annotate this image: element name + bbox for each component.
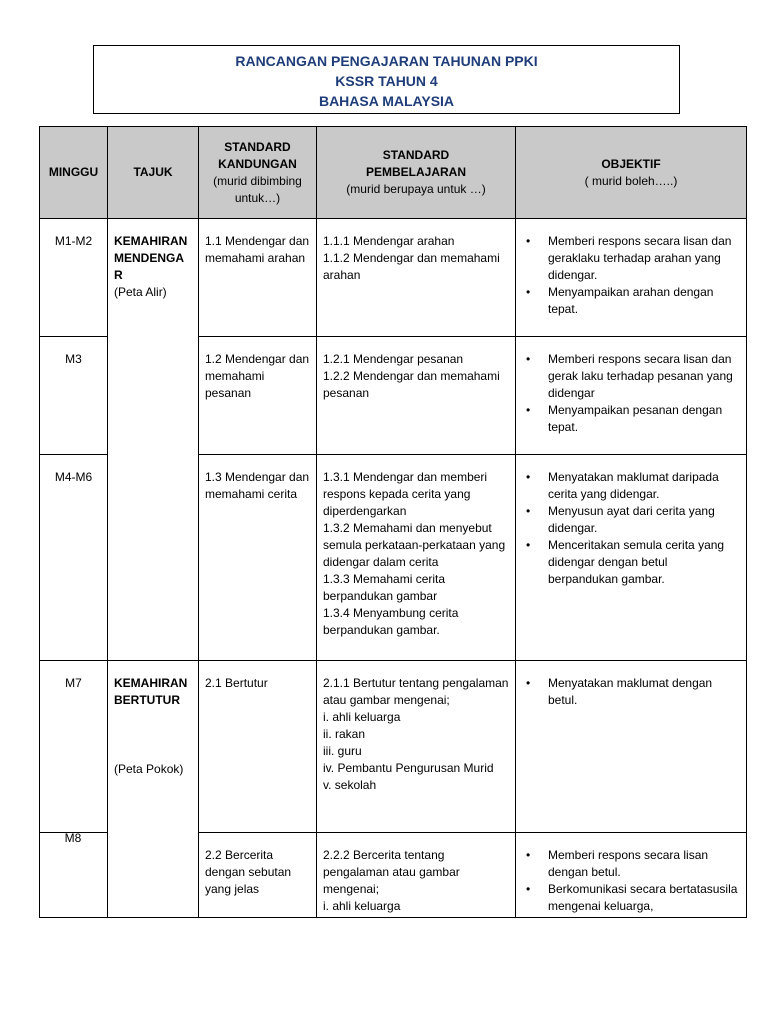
tajuk-note: (Peta Pokok)	[114, 762, 184, 776]
standard-pembelajaran-cell: 2.1.1 Bertutur tentang pengalaman atau gambar mengenai; i. ahli keluarga ii. rakan iii. guru iv. Pembantu Pengurusan Murid v. sekolah	[317, 661, 516, 833]
objektif-cell	[516, 337, 747, 455]
header-tajuk: TAJUK	[108, 127, 199, 219]
minggu-cell: M4-M6	[40, 455, 108, 661]
standard-pembelajaran-cell: 2.2.2 Bercerita tentang pengalaman atau gambar mengenai; i. ahli keluarga	[317, 833, 516, 918]
standard-kandungan-cell: 1.1 Mendengar dan memahami arahan	[199, 219, 317, 337]
list-item: • Memberi respons secara lisan dan gerak laku terhadap pesanan yang didengar	[548, 351, 740, 402]
standard-kandungan-cell: 1.3 Mendengar dan memahami cerita	[199, 455, 317, 661]
tajuk-cell	[108, 661, 199, 918]
title-line-1: RANCANGAN PENGAJARAN TAHUNAN PPKI	[235, 53, 538, 69]
objektif-cell	[516, 455, 747, 661]
list-item: • Menceritakan semula cerita yang didengar dengan betul berpandukan gambar.	[548, 537, 740, 588]
standard-kandungan-cell: 1.2 Mendengar dan memahami pesanan	[199, 337, 317, 455]
list-item: • Menyusun ayat dari cerita yang didengar.	[548, 503, 740, 537]
header-minggu: MINGGU	[40, 127, 108, 219]
standard-pembelajaran-cell: 1.2.1 Mendengar pesanan 1.2.2 Mendengar dan memahami pesanan	[317, 337, 516, 455]
list-item: • Berkomunikasi secara bertatasusila mengenai keluarga,	[548, 881, 740, 915]
minggu-label-m8: M8	[64, 831, 82, 845]
list-item: • Memberi respons secara lisan dengan betul.	[548, 847, 740, 881]
minggu-cell-empty	[40, 833, 108, 918]
list-item: • Menyatakan maklumat daripada cerita yang didengar.	[548, 469, 740, 503]
header-standard-kandungan: STANDARD KANDUNGAN (murid dibimbing untuk…)	[199, 127, 317, 219]
standard-kandungan-cell: 2.2 Bercerita dengan sebutan yang jelas	[199, 833, 317, 918]
table-row	[40, 661, 747, 833]
minggu-cell: M7	[40, 661, 108, 833]
header-standard-pembelajaran: STANDARD PEMBELAJARAN (murid berupaya untuk …)	[317, 127, 516, 219]
list-item: • Menyatakan maklumat dengan betul.	[548, 675, 740, 709]
list-item: • Memberi respons secara lisan dan geraklaku terhadap arahan yang didengar.	[548, 233, 740, 284]
title-line-3: BAHASA MALAYSIA	[318, 93, 455, 109]
header-objektif: OBJEKTIF ( murid boleh…..)	[516, 127, 747, 219]
lesson-plan-table	[39, 126, 747, 918]
standard-pembelajaran-cell: 1.3.1 Mendengar dan memberi respons kepada cerita yang diperdengarkan 1.3.2 Memahami dan menyebut semula perkataan-perkataan yang didengar dalam cerita 1.3.3 Memahami cerita berpandukan gambar 1.3.4 Menyambung cerita berpandukan gambar.	[317, 455, 516, 661]
minggu-cell: M3	[40, 337, 108, 455]
tajuk-label: KEMAHIRAN BERTUTUR	[114, 676, 188, 707]
header-row	[40, 127, 747, 219]
objektif-cell	[516, 219, 747, 337]
list-item: • Menyampaikan pesanan dengan tepat.	[548, 402, 740, 436]
document-title-box	[93, 45, 680, 114]
list-item: • Menyampaikan arahan dengan tepat.	[548, 284, 740, 318]
standard-pembelajaran-cell: 1.1.1 Mendengar arahan 1.1.2 Mendengar dan memahami arahan	[317, 219, 516, 337]
tajuk-label: KEMAHIRAN MENDENGAR	[114, 234, 188, 282]
title-line-2: KSSR TAHUN 4	[335, 73, 438, 89]
objektif-cell	[516, 661, 747, 833]
tajuk-cell	[108, 219, 199, 661]
standard-kandungan-cell: 2.1 Bertutur	[199, 661, 317, 833]
minggu-cell: M1-M2	[40, 219, 108, 337]
objektif-cell	[516, 833, 747, 918]
tajuk-note: (Peta Alir)	[114, 285, 167, 299]
table-row	[40, 219, 747, 337]
